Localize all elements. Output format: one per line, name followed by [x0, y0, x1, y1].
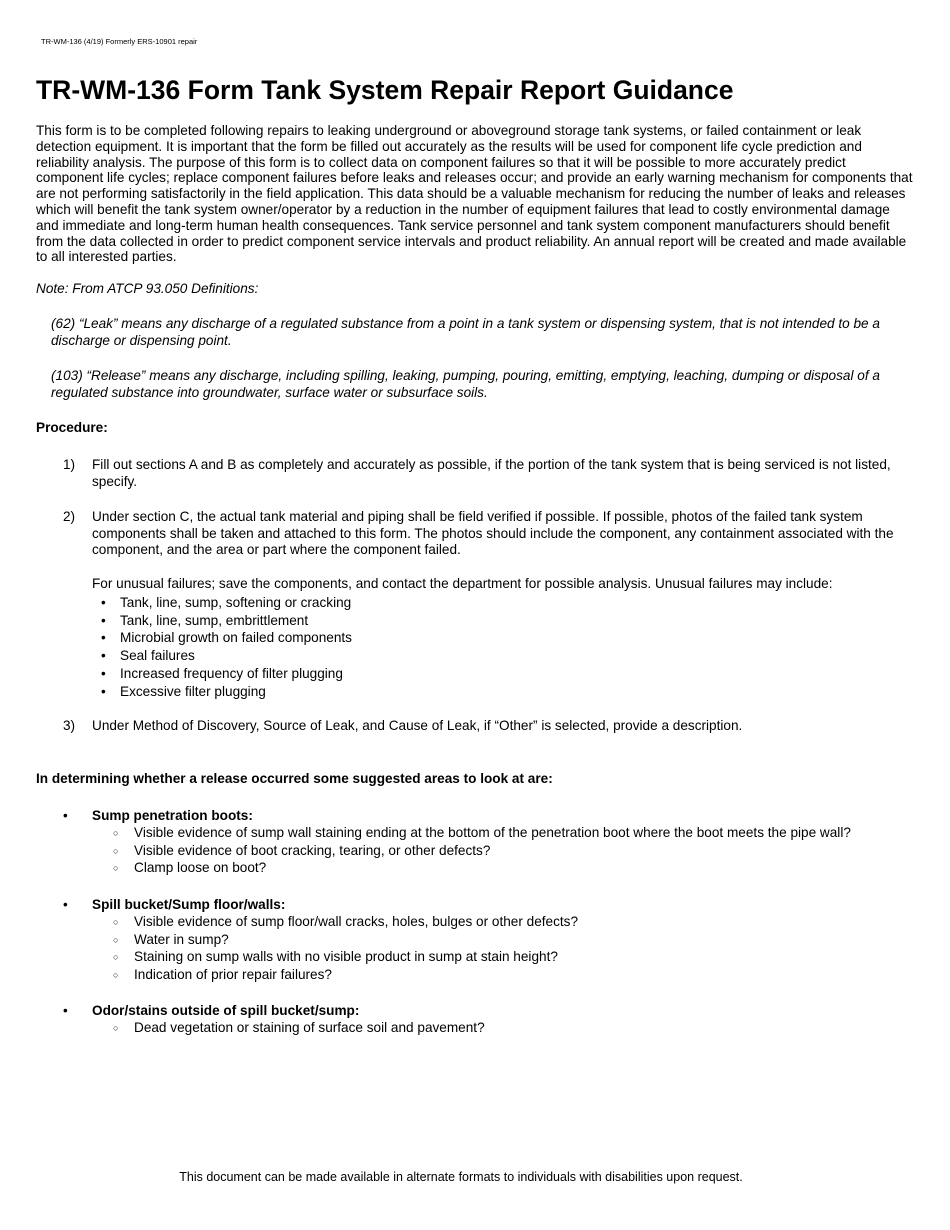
list-item: • Tank, line, sump, embrittlement	[92, 612, 352, 630]
area-checklist	[63, 824, 923, 877]
list-item: ○ Visible evidence of boot cracking, tearing, or other defects?	[63, 842, 923, 860]
procedure-heading: Procedure:	[36, 420, 108, 435]
area-title: • Sump penetration boots:	[63, 807, 923, 824]
list-item: ○ Visible evidence of sump floor/wall cracks, holes, bulges or other defects?	[63, 913, 923, 931]
note-heading: Note: From ATCP 93.050 Definitions:	[36, 281, 259, 296]
unusual-failures-list	[92, 594, 352, 700]
definition-release: (103) “Release” means any discharge, including spilling, leaking, pumping, pouring, emitting, emptying, leaching, dumping or disposal of a regulated substance into groundwater, surface water or subsurface soils.	[51, 368, 880, 400]
determination-heading: In determining whether a release occurred some suggested areas to look at are:	[36, 771, 553, 786]
form-code: TR-WM-136 (4/19) Formerly ERS-10901 repair	[41, 37, 198, 46]
list-item: • Microbial growth on failed components	[92, 629, 352, 647]
list-item: ○ Water in sump?	[63, 931, 923, 949]
step-text: Fill out sections A and B as completely and accurately as possible, if the portion of the tank system that is being serviced is not listed, specify.	[92, 457, 891, 489]
accessibility-footer: This document can be made available in alternate formats to individuals with disabilities upon request.	[179, 1170, 743, 1184]
area-sump-penetration-boots	[63, 807, 923, 877]
list-item: • Seal failures	[92, 647, 352, 665]
step-number: 3)	[63, 718, 76, 733]
procedure-step	[63, 718, 913, 735]
list-item: ○ Staining on sump walls with no visible product in sump at stain height?	[63, 948, 923, 966]
list-item: • Excessive filter plugging	[92, 683, 352, 701]
area-title: • Spill bucket/Sump floor/walls:	[63, 896, 923, 913]
procedure-step	[63, 509, 913, 559]
step-number: 2)	[63, 509, 76, 524]
intro-paragraph: This form is to be completed following repairs to leaking underground or aboveground storage tank systems, or failed containment or leak detection equipment. It is important that the form be filled out accurately as the results will be used for component life cycle prediction and reliability analysis. The purpose of this form is to collect data on component failures so that it will be possible to more accurately predict component life cycles; replace component failures before leaks and releases occur; and provide an early warning mechanism for components that are not performing satisfactorily in the field application. This data should be a valuable mechanism for reducing the number of leaks and releases which will benefit the tank system owner/operator by a reduction in the number of equipment failures that lead to costly environmental damage and immediate and long-term human health consequences. Tank service personnel and tank system component manufacturers should benefit from the data collected in order to predict component service intervals and product reliability. An annual report will be created and made available to all interested parties.	[36, 123, 913, 265]
step-number: 1)	[63, 457, 76, 472]
procedure-step	[63, 457, 913, 490]
list-item: • Tank, line, sump, softening or cracking	[92, 594, 352, 612]
step-text: Under section C, the actual tank material and piping shall be field verified if possible. If possible, photos of the failed tank system components shall be taken and attached to this form. The photos should include the component, any containment associated with the component, and the area or part where the component failed.	[92, 509, 894, 557]
list-item: ○ Dead vegetation or staining of surface soil and pavement?	[63, 1019, 923, 1037]
area-title: • Odor/stains outside of spill bucket/sump:	[63, 1002, 923, 1019]
list-item: ○ Indication of prior repair failures?	[63, 966, 923, 984]
area-checklist	[63, 1019, 923, 1037]
list-item: ○ Visible evidence of sump wall staining ending at the bottom of the penetration boot where the boot meets the pipe wall?	[63, 824, 923, 842]
list-item: • Increased frequency of filter plugging	[92, 665, 352, 683]
step-text: Under Method of Discovery, Source of Leak, and Cause of Leak, if “Other” is selected, provide a description.	[92, 718, 743, 733]
unusual-failures-intro: For unusual failures; save the components, and contact the department for possible analysis. Unusual failures may include:	[92, 576, 833, 591]
definition-leak: (62) “Leak” means any discharge of a regulated substance from a point in a tank system or dispensing system, that is not intended to be a discharge or dispensing point.	[51, 316, 880, 348]
area-odor-stains	[63, 1002, 923, 1037]
page-title: TR-WM-136 Form Tank System Repair Report Guidance	[36, 75, 734, 105]
area-spill-bucket-sump	[63, 896, 923, 984]
area-checklist	[63, 913, 923, 984]
list-item: ○ Clamp loose on boot?	[63, 859, 923, 877]
